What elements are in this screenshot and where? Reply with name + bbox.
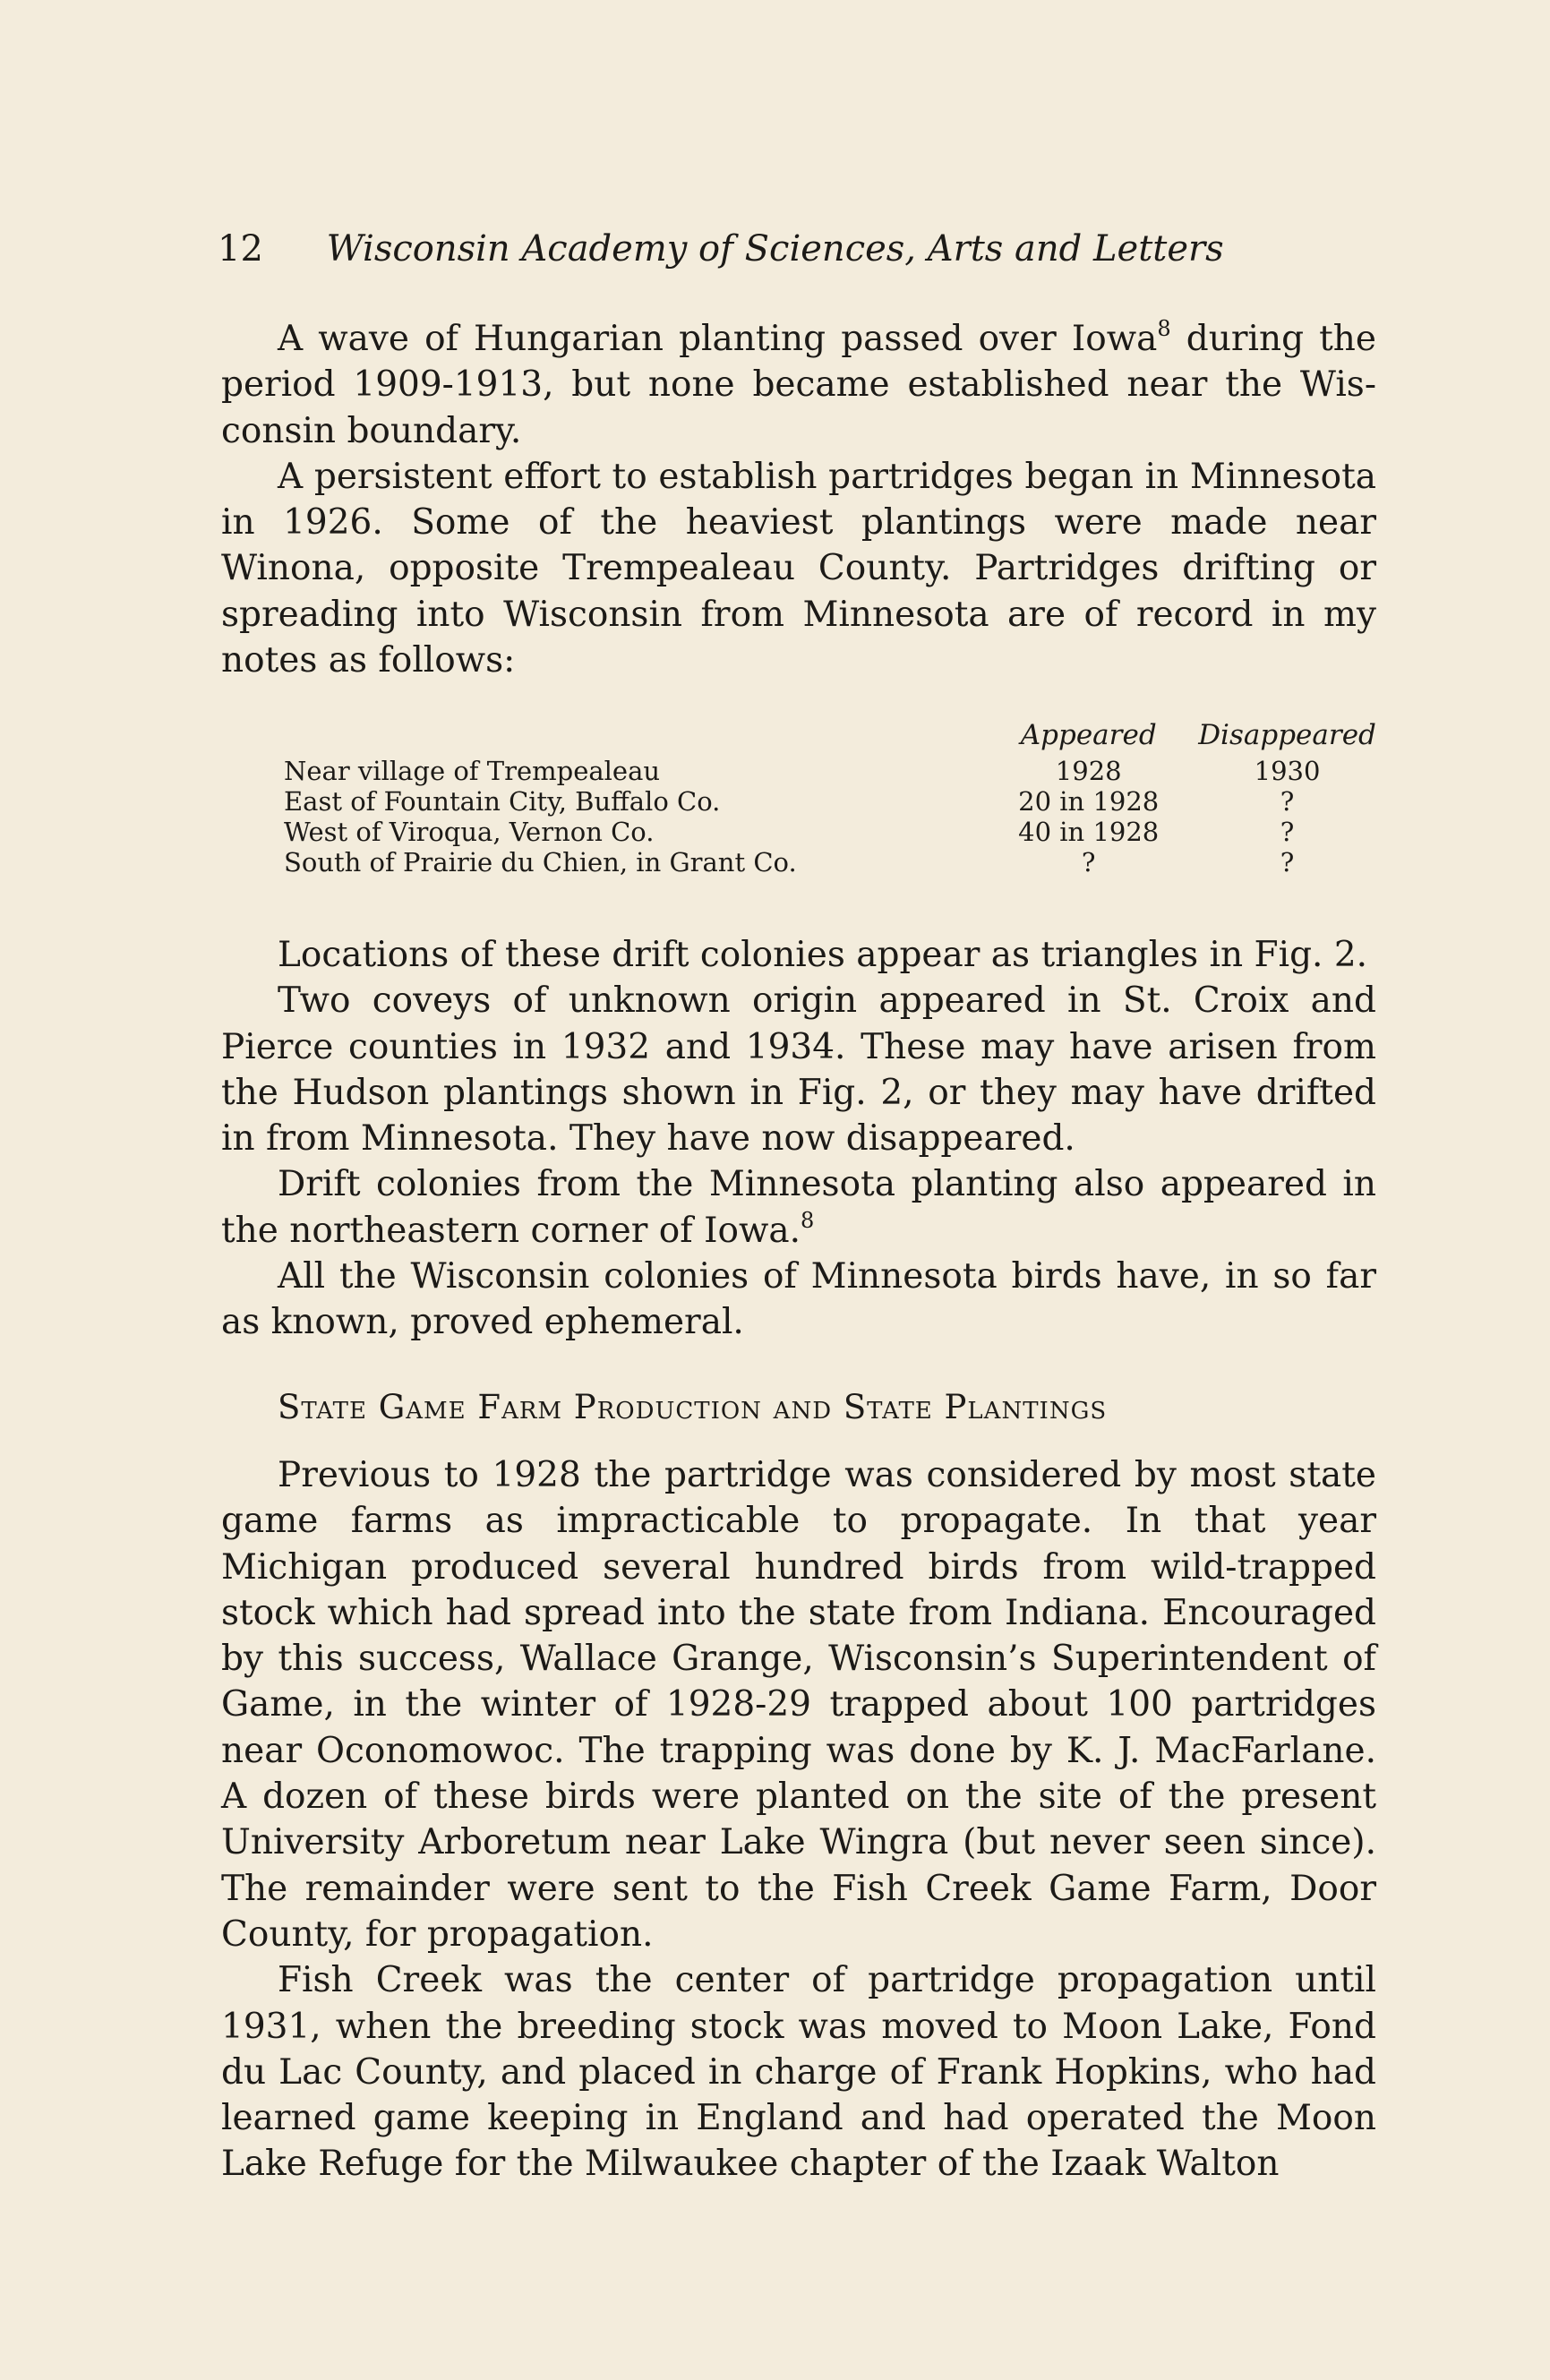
table-header-location xyxy=(284,720,997,756)
table-cell: 1928 xyxy=(1055,756,1122,786)
paragraph xyxy=(221,316,1376,454)
table-cell: South of Prairie du Chien, in Grant Co. xyxy=(284,847,797,878)
paragraph: Previous to 1928 the partridge was considered by most state game farms as impracticable to propagate. In that year Michigan produced several hundred birds from wild-trapped stock which had spread into the state from Indiana. Encouraged by this success, Wallace Grange, Wisconsin’s Superintendent of Game, in the winter of 1928-29 trapped about 100 partridges near Oconomowoc. The trapping was done by K. J. MacFarlane. A dozen of these birds were planted on the site of the present University Arboretum near Lake Wingra (but never seen since). The remainder were sent to the Fish Creek Game Farm, Door County, for propagation. xyxy=(221,1455,1376,1955)
table-cell: ? xyxy=(1280,817,1295,847)
table-row xyxy=(284,756,1394,786)
table-header-row xyxy=(284,720,1394,756)
running-title: Wisconsin Academy of Sciences, Arts and Letters xyxy=(326,228,1224,270)
paragraph: Fish Creek was the center of partridge propagation until 1931, when the breeding stock was moved to Moon Lake, Fond du Lac County, and placed in charge of Frank Hopkins, who had learned game keeping in England and had operated the Moon Lake Refuge for the Milwaukee chapter of the Izaak Walton xyxy=(221,1960,1376,2185)
paragraph-text: during the period 1909-1913, but none became established near the Wisconsin boundary. xyxy=(221,319,1376,451)
table-header-disappeared: Disappeared xyxy=(1198,719,1376,751)
paragraph: Two coveys of unknown origin appeared in St. Croix and Pierce counties in 1932 and 1934. These may have arisen from the Hudson plantings shown in Fig. 2, or they may have drifted in from Minnesota. They have now disappeared. xyxy=(221,980,1376,1160)
page-header xyxy=(218,222,1382,276)
table-cell: 20 in 1928 xyxy=(1018,786,1160,817)
paragraph: Locations of these drift colonies appear as triangles in Fig. 2. xyxy=(278,935,1368,975)
body-text-bottom xyxy=(221,1452,1376,2187)
table-row xyxy=(284,847,1394,878)
table-row xyxy=(284,817,1394,847)
paragraph: All the Wisconsin colonies of Minnesota birds have, in so far as known, proved ephemeral. xyxy=(221,1256,1376,1343)
table-cell: East of Fountain City, Buffalo Co. xyxy=(284,786,721,817)
table-cell: ? xyxy=(1280,786,1295,817)
table-cell: 40 in 1928 xyxy=(1018,817,1160,847)
table-cell: West of Viroqua, Vernon Co. xyxy=(284,817,655,847)
table-cell: 1930 xyxy=(1254,756,1321,786)
table-cell: ? xyxy=(1280,847,1295,878)
page-number: 12 xyxy=(218,228,263,270)
paragraph-text: A wave of Hungarian planting passed over Iowa xyxy=(278,319,1158,359)
paragraph-text: Drift colonies from the Minnesota planting also appeared in the northeastern corner of Iowa. xyxy=(221,1164,1376,1251)
table-cell: ? xyxy=(1081,847,1096,878)
table-header-appeared: Appeared xyxy=(1020,719,1157,751)
footnote-ref: 8 xyxy=(801,1207,815,1233)
table-cell: Near village of Trempealeau xyxy=(284,756,661,786)
footnote-ref: 8 xyxy=(1157,316,1171,341)
drift-colonies-table xyxy=(284,720,1394,878)
section-heading: State Game Farm Production and State Plantings xyxy=(278,1388,1108,1426)
table-row xyxy=(284,786,1394,817)
body-text-top xyxy=(221,316,1376,683)
body-text-middle xyxy=(221,932,1376,1346)
paragraph xyxy=(221,1161,1376,1254)
paragraph: A persistent effort to establish partridges began in Minnesota in 1926. Some of the heaviest plantings were made near Winona, opposite Trempealeau County. Partridges drifting or spreading into Wisconsin from Minnesota are of record in my notes as follows: xyxy=(221,456,1376,681)
